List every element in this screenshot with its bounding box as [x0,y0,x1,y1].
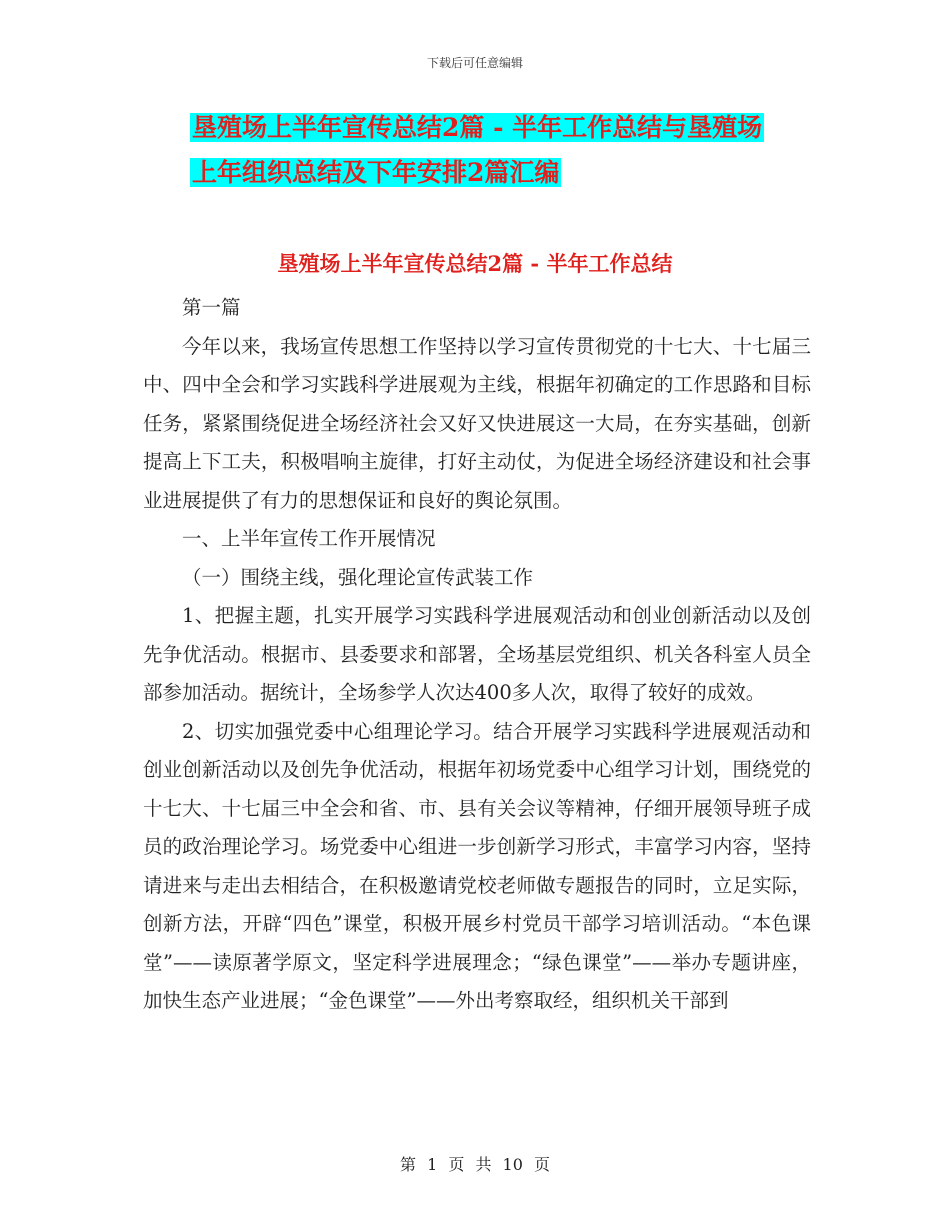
paragraph-intro: 今年以来，我场宣传思想工作坚持以学习宣传贯彻党的十七大、十七届三中、四中全会和学习实践科学进展观为主线，根据年初确定的工作思路和目标任务，紧紧围绕促进全场经济社会又好又快进展这一大局，在夯实基础，创新提高上下工夫，积极唱响主旋律，打好主动仗，为促进全场经济建设和社会事业进展提供了有力的思想保证和良好的舆论氛围。 [143,334,811,512]
page-footer: 第 1 页 共 10 页 [400,1155,550,1174]
document-body [143,289,811,1021]
document-title-line-1 [190,110,810,146]
paragraph-part-label: 第一篇 [182,296,241,319]
document-title-line-2 [190,155,810,191]
title-text-line-2: 上年组织总结及下年安排2篇汇编 [192,158,560,187]
title-text-line-1: 垦殖场上半年宣传总结2篇 - 半年工作总结与垦殖场 [192,113,763,142]
paragraph-item-1: 1、把握主题，扎实开展学习实践科学进展观活动和创业创新活动以及创先争优活动。根据市、县委要求和部署，全场基层党组织、机关各科室人员全部参加活动。据统计，全场参学人次达400多人次，取得了较好的成效。 [143,604,811,704]
paragraph-item-2: 2、切实加强党委中心组理论学习。结合开展学习实践科学进展观活动和创业创新活动以及创先争优活动，根据年初场党委中心组学习计划，围绕党的十七大、十七届三中全会和省、市、县有关会议等精神，仔细开展领导班子成员的政治理论学习。场党委中心组进一步创新学习形式，丰富学习内容，坚持请进来与走出去相结合，在积极邀请党校老师做专题报告的同时，立足实际，创新方法，开辟“四色”课堂，积极开展乡村党员干部学习培训活动。“本色课堂”——读原著学原文，坚定科学进展理念；“绿色课堂”——举办专题讲座，加快生态产业进展；“金色课堂”——外出考察取经，组织机关干部到 [143,719,811,1012]
header-note: 下载后可任意编辑 [426,56,523,70]
section-title: 垦殖场上半年宣传总结2篇 - 半年工作总结 [277,251,673,276]
paragraph-heading-1: 一、上半年宣传工作开展情况 [182,527,436,550]
paragraph-subheading-1: （一）围绕主线，强化理论宣传武装工作 [182,565,534,589]
